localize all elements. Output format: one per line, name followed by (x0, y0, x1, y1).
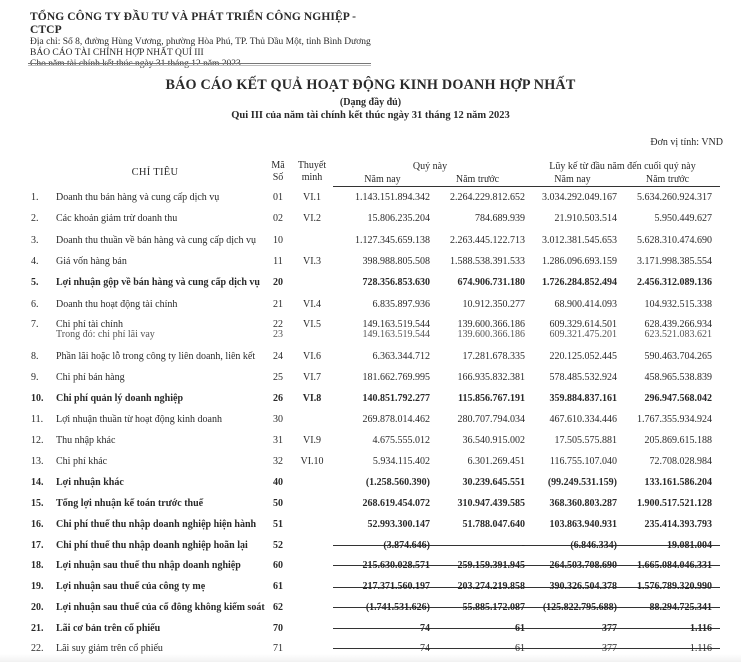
quarter-last-year-value: 203.274.219.858 (457, 581, 525, 592)
quarter-this-year-value: (1.741.531.626) (365, 602, 430, 613)
quarter-this-year-value: 217.371.560.197 (362, 581, 430, 592)
quarter-this-year-value: 4.675.555.012 (372, 435, 430, 446)
row-note: VI.10 (300, 456, 324, 467)
quarter-this-year-value: 74 (420, 643, 430, 654)
row-code: 61 (273, 581, 283, 592)
ytd-last-year-value: 205.869.615.188 (644, 435, 712, 446)
row-label: Giá vốn hàng bán (56, 256, 127, 267)
ytd-last-year-value: 72.708.028.984 (649, 456, 712, 467)
row-code: 32 (273, 456, 283, 467)
quarter-last-year-value: 17.281.678.335 (462, 351, 525, 362)
col-header-code-line1: Mã (271, 160, 285, 171)
quarter-this-year-value: 1.127.345.659.138 (355, 235, 430, 246)
ytd-last-year-value: 5.634.260.924.317 (637, 192, 712, 203)
ytd-last-year-value: 628.439.266.934 (644, 319, 712, 330)
row-number: 10. (31, 393, 44, 404)
row-label: Thu nhập khác (56, 435, 116, 446)
ytd-last-year-value: 1.767.355.934.924 (637, 414, 712, 425)
col-header-code-line2: Số (272, 172, 284, 183)
ytd-last-year-value: 296.947.568.042 (644, 393, 712, 404)
row-code: 23 (273, 329, 283, 340)
ytd-last-year-value: 19.081.004 (667, 540, 712, 551)
row-label: Tổng lợi nhuận kế toán trước thuế (56, 498, 204, 509)
ytd-this-year-value: 609.329.614.501 (549, 319, 617, 330)
ytd-this-year-value: 467.610.334.446 (549, 414, 617, 425)
ytd-this-year-value: (125.822.795.688) (542, 602, 617, 613)
table-row (0, 580, 741, 594)
row-code: 10 (273, 235, 283, 246)
ytd-this-year-value: 220.125.052.445 (549, 351, 617, 362)
row-code: 24 (273, 351, 283, 362)
report-title: BÁO CÁO KẾT QUẢ HOẠT ĐỘNG KINH DOANH HỢP NHẤT (165, 77, 576, 93)
col-header-ytd-this-year: Năm nay (554, 174, 591, 185)
row-label: Chi phí bán hàng (56, 372, 125, 383)
row-code: 62 (273, 602, 283, 613)
quarter-last-year-value: 166.935.832.381 (457, 372, 525, 383)
quarter-this-year-value: 1.143.151.894.342 (355, 192, 430, 203)
row-number: 15. (31, 498, 44, 509)
row-number: 7. (31, 319, 39, 330)
quarter-this-year-value: 6.835.897.936 (372, 299, 430, 310)
quarter-last-year-value: 310.947.439.585 (457, 498, 525, 509)
col-header-note-line1: Thuyết (297, 160, 327, 171)
quarter-this-year-value: 6.363.344.712 (372, 351, 430, 362)
row-number: 9. (31, 372, 39, 383)
currency-unit: Đơn vị tính: VND (650, 137, 723, 148)
ytd-last-year-value: 623.521.083.621 (644, 329, 712, 340)
row-number: 3. (31, 235, 39, 246)
row-code: 31 (273, 435, 283, 446)
row-label: Lợi nhuận sau thuế thu nhập doanh nghiệp (56, 560, 241, 571)
ytd-this-year-value: (99.249.531.159) (547, 477, 617, 488)
row-label: Chi phí khác (56, 456, 108, 467)
ytd-this-year-value: 3.012.381.545.653 (542, 235, 617, 246)
table-row (0, 234, 741, 248)
table-row (0, 497, 741, 511)
row-code: 21 (273, 299, 283, 310)
quarter-last-year-value: 55.885.172.087 (462, 602, 525, 613)
ytd-last-year-value: 235.414.393.793 (644, 519, 712, 530)
row-note: VI.2 (302, 213, 322, 224)
row-number: 14. (31, 477, 44, 488)
row-label: Chi phí quản lý doanh nghiệp (56, 393, 184, 404)
row-number: 19. (31, 581, 44, 592)
ytd-last-year-value: 3.171.998.385.554 (637, 256, 712, 267)
ytd-this-year-value: 377 (602, 643, 617, 654)
row-code: 26 (273, 393, 283, 404)
company-name: TỔNG CÔNG TY ĐẦU TƯ VÀ PHÁT TRIỂN CÔNG NGHIỆP - CTCP (30, 11, 357, 36)
table-row (0, 212, 741, 226)
ytd-this-year-value: 264.503.708.690 (549, 560, 617, 571)
row-label: Chi phí thuế thu nhập doanh nghiệp hoãn lại (56, 540, 248, 551)
quarter-last-year-value: 1.588.538.391.533 (450, 256, 525, 267)
report-subtitle: (Dạng đầy đủ) (339, 97, 402, 108)
row-code: 25 (273, 372, 283, 383)
ytd-this-year-value: 390.326.504.378 (549, 581, 617, 592)
row-code: 40 (273, 477, 283, 488)
row-note: VI.8 (302, 393, 322, 404)
row-number: 21. (31, 623, 44, 634)
row-code: 30 (273, 414, 283, 425)
row-code: 70 (273, 623, 283, 634)
row-code: 50 (273, 498, 283, 509)
row-code: 52 (273, 540, 283, 551)
row-label: Doanh thu hoạt động tài chính (56, 299, 178, 310)
table-row (0, 276, 741, 290)
quarter-last-year-value: 139.600.366.186 (457, 329, 525, 340)
ytd-this-year-value: 609.321.475.201 (549, 329, 617, 340)
quarter-this-year-value: 5.934.115.402 (372, 456, 430, 467)
report-period: Qui III của năm tài chính kết thúc ngày 31 tháng 12 năm 2023 (231, 110, 510, 121)
table-row (0, 539, 741, 553)
table-row (0, 559, 741, 573)
col-header-note-line2: minh (301, 172, 323, 183)
col-header-quarter-this-year: Năm nay (364, 174, 401, 185)
col-header-quarter-last-year: Năm trước (455, 174, 500, 185)
col-header-ytd-last-year: Năm trước (645, 174, 690, 185)
row-label: Lãi cơ bản trên cổ phiếu (56, 623, 161, 634)
table-row (0, 476, 741, 490)
ytd-this-year-value: 103.863.940.931 (549, 519, 617, 530)
ytd-last-year-value: 133.161.586.204 (644, 477, 712, 488)
quarter-this-year-value: 215.630.028.571 (362, 560, 430, 571)
ytd-last-year-value: 1.665.084.046.331 (637, 560, 712, 571)
quarter-last-year-value: 51.788.047.640 (462, 519, 525, 530)
quarter-this-year-value: 269.878.014.462 (362, 414, 430, 425)
quarter-last-year-value: - (521, 540, 525, 551)
ytd-last-year-value: 1.116 (690, 623, 712, 634)
ytd-this-year-value: 377 (602, 623, 617, 634)
quarter-this-year-value: (1.258.560.390) (365, 477, 430, 488)
row-label: Lợi nhuận sau thuế của cổ đông không kiểm soát (56, 602, 265, 613)
quarter-this-year-value: 15.806.235.204 (367, 213, 430, 224)
quarter-last-year-value: 139.600.366.186 (457, 319, 525, 330)
row-code: 22 (273, 319, 283, 330)
row-code: 01 (273, 192, 283, 203)
quarter-last-year-value: 674.906.731.180 (457, 277, 525, 288)
row-label: Doanh thu thuần về bán hàng và cung cấp dịch vụ (56, 235, 256, 246)
table-row (0, 642, 741, 656)
row-note: VI.5 (302, 319, 322, 330)
quarter-last-year-value: 36.540.915.002 (462, 435, 525, 446)
ytd-this-year-value: 359.884.837.161 (549, 393, 617, 404)
col-header-code (266, 160, 290, 184)
header-divider (28, 63, 371, 66)
row-note: VI.1 (302, 192, 322, 203)
row-label: Các khoản giảm trừ doanh thu (56, 213, 178, 224)
ytd-this-year-value: 3.034.292.049.167 (542, 192, 617, 203)
row-label: Lợi nhuận thuần từ hoạt động kinh doanh (56, 414, 222, 425)
ytd-this-year-value: 1.286.096.693.159 (542, 256, 617, 267)
table-row (0, 392, 741, 406)
row-label: Lãi suy giảm trên cổ phiếu (56, 643, 163, 654)
ytd-last-year-value: 2.456.312.089.136 (637, 277, 712, 288)
quarter-last-year-value: 280.707.794.034 (457, 414, 525, 425)
table-row (0, 518, 741, 532)
table-row (0, 622, 741, 636)
quarter-last-year-value: 115.856.767.191 (458, 393, 525, 404)
row-label: Lợi nhuận sau thuế của công ty mẹ (56, 581, 206, 592)
row-number: 18. (31, 560, 44, 571)
row-code: 51 (273, 519, 283, 530)
col-header-quarter: Quý này (412, 161, 448, 172)
row-number: 13. (31, 456, 44, 467)
ytd-this-year-value: 17.505.575.881 (554, 435, 617, 446)
quarter-last-year-value: 61 (515, 643, 525, 654)
row-number: 4. (31, 256, 39, 267)
header-underline (333, 186, 720, 187)
ytd-last-year-value: 1.900.517.521.128 (637, 498, 712, 509)
row-label: Lợi nhuận gộp về bán hàng và cung cấp dịch vụ (56, 277, 260, 288)
row-code: 20 (273, 277, 283, 288)
row-number: 1. (31, 192, 39, 203)
row-code: 60 (273, 560, 283, 571)
row-label: Lợi nhuận khác (56, 477, 124, 488)
ytd-this-year-value: 21.910.503.514 (554, 213, 617, 224)
row-number: 5. (31, 277, 39, 288)
ytd-last-year-value: 5.628.310.474.690 (637, 235, 712, 246)
fiscal-year: Cho năm tài chính kết thúc ngày 31 tháng 12 năm 2023 (30, 59, 241, 69)
ytd-this-year-value: 68.900.414.093 (554, 299, 617, 310)
row-note: VI.6 (302, 351, 322, 362)
quarter-last-year-value: 2.263.445.122.713 (450, 235, 525, 246)
quarter-this-year-value: 140.851.792.277 (362, 393, 430, 404)
row-label: Chi phí thuế thu nhập doanh nghiệp hiện hành (56, 519, 257, 530)
row-number: 11. (31, 414, 44, 425)
quarter-this-year-value: (3.874.646) (383, 540, 430, 551)
table-row (0, 328, 741, 342)
row-note: VI.4 (302, 299, 322, 310)
ytd-last-year-value: 458.965.538.839 (644, 372, 712, 383)
quarter-last-year-value: 6.301.269.451 (467, 456, 525, 467)
quarter-last-year-value: 30.239.645.551 (462, 477, 525, 488)
row-note: VI.7 (302, 372, 322, 383)
row-number: 12. (31, 435, 44, 446)
table-row (0, 601, 741, 615)
row-number: 8. (31, 351, 39, 362)
ytd-this-year-value: 368.360.803.287 (549, 498, 617, 509)
ytd-last-year-value: 104.932.515.338 (644, 299, 712, 310)
table-row (0, 455, 741, 469)
ytd-this-year-value: 1.726.284.852.494 (542, 277, 617, 288)
row-label: Chi phí tài chính (56, 319, 123, 330)
table-row (0, 413, 741, 427)
quarter-this-year-value: 268.619.454.072 (362, 498, 430, 509)
quarter-this-year-value: 52.993.300.147 (367, 519, 430, 530)
row-number: 2. (31, 213, 39, 224)
row-code: 11 (273, 256, 283, 267)
ytd-last-year-value: 1.116 (689, 643, 712, 654)
row-number: 16. (31, 519, 44, 530)
row-code: 02 (273, 213, 283, 224)
row-note: VI.9 (302, 435, 322, 446)
quarter-last-year-value: 2.264.229.812.652 (450, 192, 525, 203)
row-label: Phần lãi hoặc lỗ trong công ty liên doanh, liên kết (56, 351, 256, 362)
row-label: Doanh thu bán hàng và cung cấp dịch vụ (56, 192, 220, 203)
quarter-this-year-value: 149.163.519.544 (362, 319, 430, 330)
quarter-last-year-value: 61 (515, 623, 525, 634)
table-row (0, 298, 741, 312)
ytd-this-year-value: 578.485.532.924 (549, 372, 617, 383)
quarter-last-year-value: 10.912.350.277 (462, 299, 525, 310)
table-row (0, 434, 741, 448)
quarter-last-year-value: 784.689.939 (475, 213, 525, 224)
ytd-last-year-value: 1.576.789.320.990 (637, 581, 712, 592)
company-header (30, 11, 375, 70)
ytd-this-year-value: 116.755.107.040 (549, 456, 617, 467)
row-note: VI.3 (302, 256, 322, 267)
row-number: 6. (31, 299, 39, 310)
table-row (0, 371, 741, 385)
ytd-this-year-value: (6.846.334) (570, 540, 617, 551)
ytd-last-year-value: 5.950.449.627 (654, 213, 712, 224)
ytd-last-year-value: 88.294.725.341 (649, 602, 712, 613)
table-row (0, 255, 741, 269)
table-row (0, 350, 741, 364)
row-number: 20. (31, 602, 44, 613)
col-header-note (290, 160, 334, 184)
table-row (0, 191, 741, 205)
quarter-this-year-value: 728.356.853.630 (362, 277, 430, 288)
quarter-this-year-value: 74 (420, 623, 430, 634)
row-number: 22. (31, 643, 44, 654)
row-label: Trong đó: chi phí lãi vay (56, 329, 155, 340)
quarter-this-year-value: 149.163.519.544 (362, 329, 430, 340)
ytd-last-year-value: 590.463.704.265 (644, 351, 712, 362)
company-address: Địa chỉ: Số 8, đường Hùng Vương, phường Hòa Phú, TP. Thủ Dầu Một, tỉnh Bình Dương (30, 37, 371, 47)
col-header-ytd: Lũy kế từ đầu năm đến cuối quý này (549, 161, 696, 172)
col-header-indicator: CHỈ TIÊU (131, 167, 179, 178)
row-code: 71 (273, 643, 283, 654)
report-type: BÁO CÁO TÀI CHÍNH HỢP NHẤT QUÍ III (30, 48, 204, 58)
quarter-this-year-value: 181.662.769.995 (362, 372, 430, 383)
quarter-last-year-value: 259.159.391.945 (457, 560, 525, 571)
row-number: 17. (31, 540, 44, 551)
quarter-this-year-value: 398.988.805.508 (362, 256, 430, 267)
